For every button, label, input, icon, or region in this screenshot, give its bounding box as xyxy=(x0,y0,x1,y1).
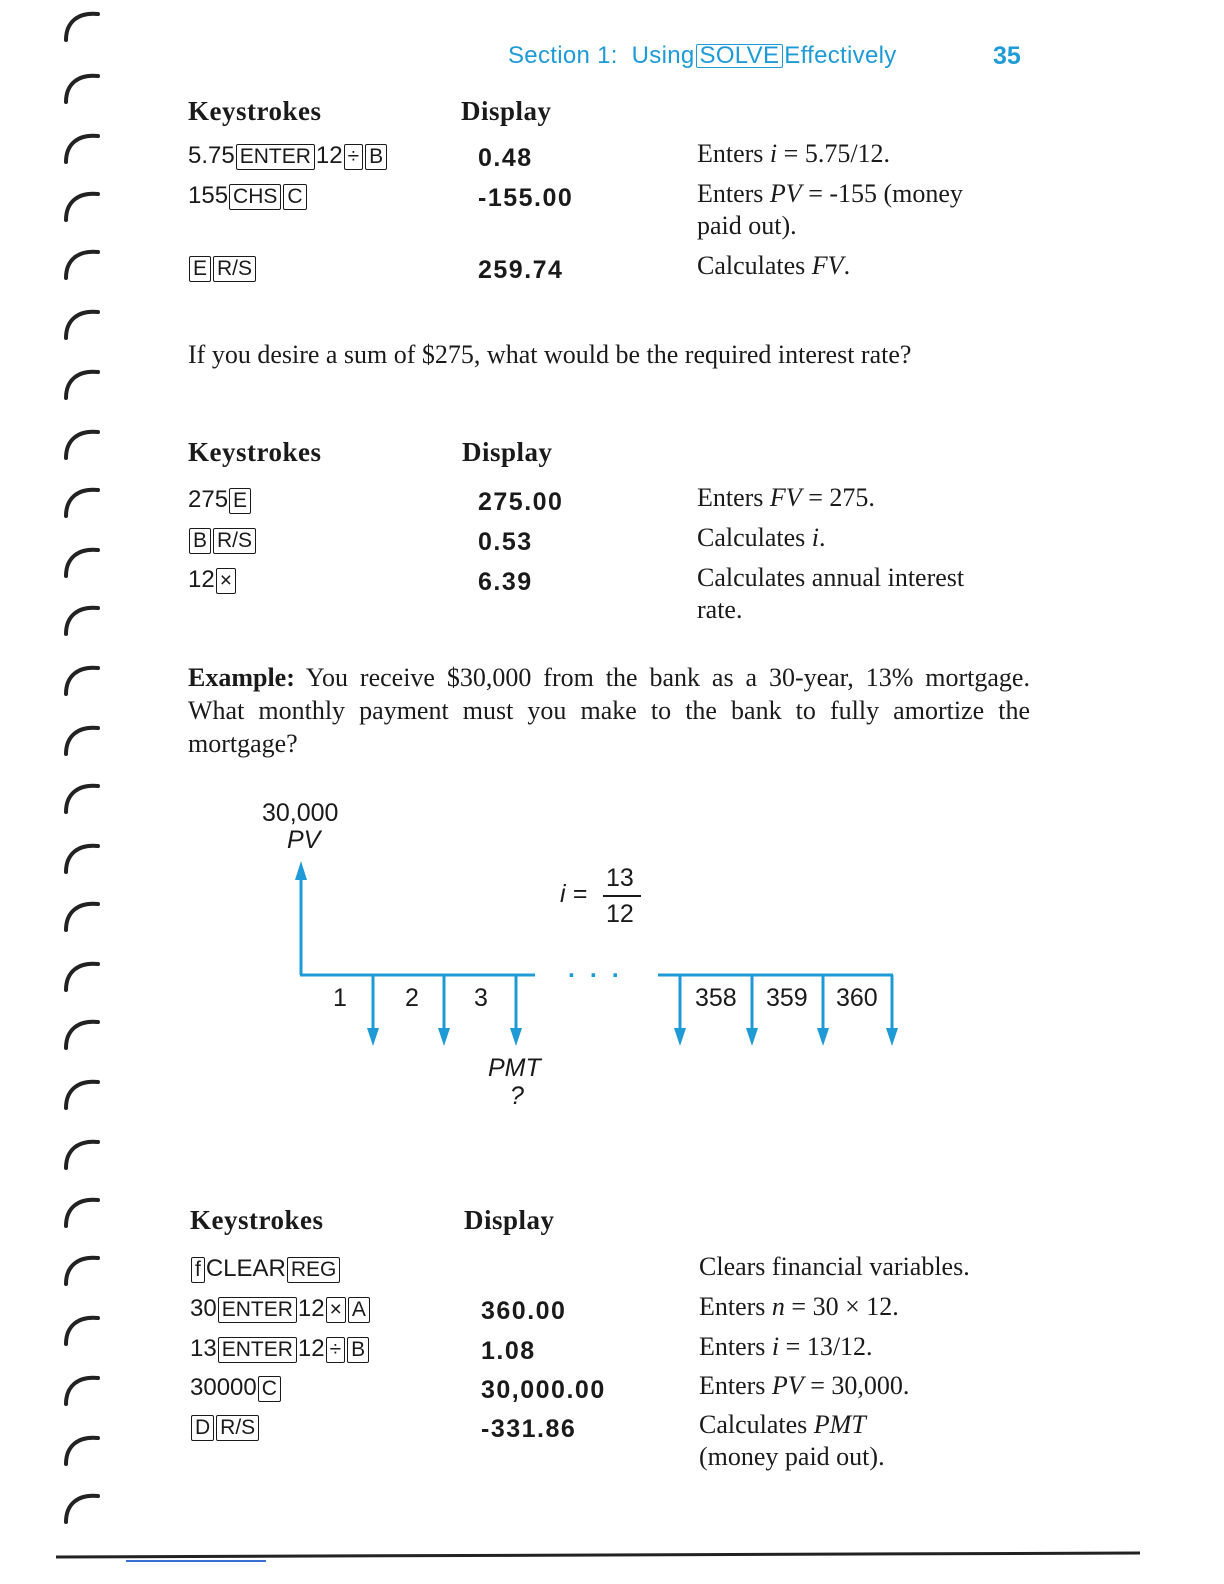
i-label: i = xyxy=(560,880,588,908)
period-1: 1 xyxy=(333,984,347,1012)
keystroke-text: 12 xyxy=(297,1335,325,1362)
pmt-arrowhead-359 xyxy=(746,1028,758,1046)
pv-label: PV xyxy=(287,826,321,854)
keystroke-sequence xyxy=(190,1374,282,1402)
keystroke-sequence xyxy=(190,1255,341,1283)
pmt-arrowhead-3 xyxy=(510,1028,522,1046)
period-359: 359 xyxy=(766,984,808,1012)
calculator-key: C xyxy=(283,184,306,210)
pv-arrowhead xyxy=(295,861,307,880)
calculator-key: R/S xyxy=(213,528,256,554)
keystroke-text: CLEAR xyxy=(205,1255,286,1282)
calculator-key: A xyxy=(348,1297,370,1323)
row-description: Enters i = 13/12. xyxy=(699,1332,873,1361)
calculator-key: B xyxy=(189,528,211,554)
bottom-rule xyxy=(56,1553,1140,1557)
row-description: Clears financial variables. xyxy=(699,1252,970,1281)
pmt-arrowhead-2 xyxy=(438,1028,450,1046)
calculator-key: f xyxy=(191,1257,205,1283)
display-value: 1.08 xyxy=(481,1337,536,1365)
keystroke-text: 12 xyxy=(297,1295,325,1322)
question-paragraph: If you desire a sum of $275, what would be the required interest rate? xyxy=(188,340,912,369)
keystrokes-heading: Keystrokes xyxy=(190,1205,324,1235)
row-description: Enters n = 30 × 12. xyxy=(699,1292,899,1321)
calculator-key: ENTER xyxy=(218,1297,297,1323)
keystroke-sequence xyxy=(190,1335,370,1363)
header-section: Section 1: xyxy=(508,42,618,69)
display-heading: Display xyxy=(461,96,552,126)
pmt-arrowhead-358 xyxy=(674,1028,686,1046)
calculator-key: B xyxy=(365,144,387,170)
display-heading: Display xyxy=(464,1205,555,1235)
pmt-label: PMT xyxy=(488,1054,541,1082)
display-value: 6.39 xyxy=(478,568,533,596)
header-effectively: Effectively xyxy=(784,42,897,69)
i-denominator: 12 xyxy=(606,900,634,928)
display-value: -331.86 xyxy=(481,1415,577,1443)
calculator-key: D xyxy=(191,1415,214,1441)
calculator-key: C xyxy=(258,1376,281,1402)
calculator-key: × xyxy=(216,568,236,594)
calculator-key: × xyxy=(326,1297,346,1323)
keystroke-text: 30 xyxy=(190,1295,217,1322)
display-value: 0.48 xyxy=(478,144,533,172)
row-description: Enters PV = -155 (money paid out). xyxy=(697,179,963,240)
display-value: -155.00 xyxy=(478,184,574,212)
period-2: 2 xyxy=(405,984,419,1012)
row-description: Enters i = 5.75/12. xyxy=(697,139,891,168)
keystrokes-heading: Keystrokes xyxy=(188,96,322,126)
display-value: 275.00 xyxy=(478,488,564,516)
period-3: 3 xyxy=(474,984,488,1012)
keystroke-text: 155 xyxy=(188,182,229,209)
keystroke-text: 275 xyxy=(188,486,229,513)
keystroke-text: 12 xyxy=(315,142,343,169)
pv-amount: 30,000 xyxy=(262,799,339,827)
calculator-key: CHS xyxy=(229,184,281,210)
ellipsis: . . . xyxy=(568,955,623,983)
calculator-key: R/S xyxy=(213,256,256,282)
display-value: 30,000.00 xyxy=(481,1376,606,1404)
calculator-key: E xyxy=(229,488,251,514)
i-numerator: 13 xyxy=(606,864,634,892)
calculator-key: ENTER xyxy=(218,1337,297,1363)
diagram-blue-lines xyxy=(295,861,898,1046)
row-description: Calculates annual interest rate. xyxy=(697,563,965,624)
keystroke-text: 12 xyxy=(188,566,215,593)
solve-key: SOLVE xyxy=(696,44,784,68)
row-description: Calculates PMT (money paid out). xyxy=(699,1410,885,1471)
header-using: Using xyxy=(631,42,695,69)
pmt-arrowhead-360 xyxy=(817,1028,829,1046)
keystroke-text: 5.75 xyxy=(188,142,235,169)
period-360: 360 xyxy=(836,984,878,1012)
keystroke-text: 30000 xyxy=(190,1374,257,1401)
row-description: Calculates FV. xyxy=(697,251,851,280)
calculator-key: B xyxy=(347,1337,369,1363)
pmt-question: ? xyxy=(510,1082,524,1110)
keystroke-text: 13 xyxy=(190,1335,217,1362)
calculator-key: ÷ xyxy=(326,1337,346,1363)
keystrokes-heading: Keystrokes xyxy=(188,437,322,467)
calculator-key: ÷ xyxy=(344,144,364,170)
display-value: 360.00 xyxy=(481,1297,567,1325)
display-heading: Display xyxy=(462,437,553,467)
row-description: Enters PV = 30,000. xyxy=(699,1371,910,1400)
row-description: Enters FV = 275. xyxy=(697,483,875,512)
calculator-key: REG xyxy=(287,1257,341,1283)
display-value: 259.74 xyxy=(478,256,564,284)
display-value: 0.53 xyxy=(478,528,533,556)
row-description: Calculates i. xyxy=(697,523,826,552)
calculator-key: ENTER xyxy=(236,144,315,170)
page-number: 35 xyxy=(993,42,1021,70)
example-text: You receive $30,000 from the bank as a 30-year, 13% mortgage. What monthly payment must you make to the bank to fully amortize the mortgage? xyxy=(188,663,1030,758)
calculator-key: E xyxy=(189,256,211,282)
example-label: Example: xyxy=(188,663,295,692)
calculator-key: R/S xyxy=(216,1415,259,1441)
pmt-arrowhead-1 xyxy=(367,1028,379,1046)
keystroke-sequence xyxy=(190,1295,371,1323)
pmt-arrowhead-end xyxy=(886,1028,898,1046)
keystroke-sequence xyxy=(190,1413,260,1441)
period-358: 358 xyxy=(695,984,737,1012)
